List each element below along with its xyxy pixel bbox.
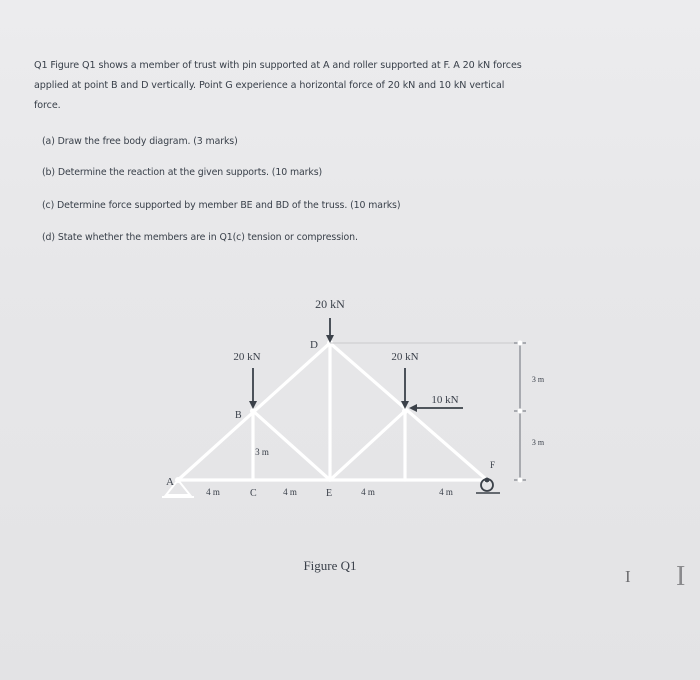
question-line-2: applied at point B and D vertically. Point G experience a horizontal force of 20 kN and 10 kN vertical	[34, 80, 505, 91]
dim-bottom-3: 4 m	[361, 487, 375, 497]
dim-vertical-mid: 3 m	[255, 447, 269, 457]
part-b: (b) Determine the reaction at the given supports. (10 marks)	[42, 167, 323, 178]
part-a: (a) Draw the free body diagram. (3 marks)	[42, 136, 238, 147]
node-label-d: D	[310, 339, 318, 351]
member-ge	[330, 411, 405, 480]
member-be	[253, 411, 330, 480]
dim-bottom-4: 4 m	[439, 487, 453, 497]
load-label-left: 20 kN	[233, 351, 261, 363]
dim-bottom-2: 4 m	[283, 487, 297, 497]
node-label-c: C	[250, 488, 257, 499]
ibeam-cursor-icon: I	[676, 561, 686, 592]
truss-members	[178, 343, 487, 480]
dim-right-bottom: 3 m	[531, 438, 545, 447]
text-cursor-bar: I	[625, 567, 631, 586]
dim-right-top: 3 m	[531, 375, 545, 384]
node-label-b: B	[235, 410, 242, 421]
load-label-top: 20 kN	[315, 297, 345, 311]
dim-bottom-1: 4 m	[206, 487, 220, 497]
question-line-1: Q1 Figure Q1 shows a member of trust with pin supported at A and roller supported at F. A 20 kN forces	[34, 60, 522, 71]
part-c: (c) Determine force supported by member BE and BD of the truss. (10 marks)	[42, 200, 401, 211]
dimension-right	[330, 343, 526, 480]
load-label-right: 20 kN	[391, 351, 419, 363]
node-label-e: E	[326, 488, 333, 499]
question-line-3: force.	[34, 100, 61, 111]
part-d: (d) State whether the members are in Q1(c) tension or compression.	[42, 232, 358, 243]
node-label-a: A	[166, 476, 174, 488]
load-label-horizontal: 10 kN	[431, 394, 459, 406]
figure-caption: Figure Q1	[303, 558, 357, 573]
truss-joints	[175, 340, 490, 483]
node-label-f: F	[490, 460, 496, 470]
